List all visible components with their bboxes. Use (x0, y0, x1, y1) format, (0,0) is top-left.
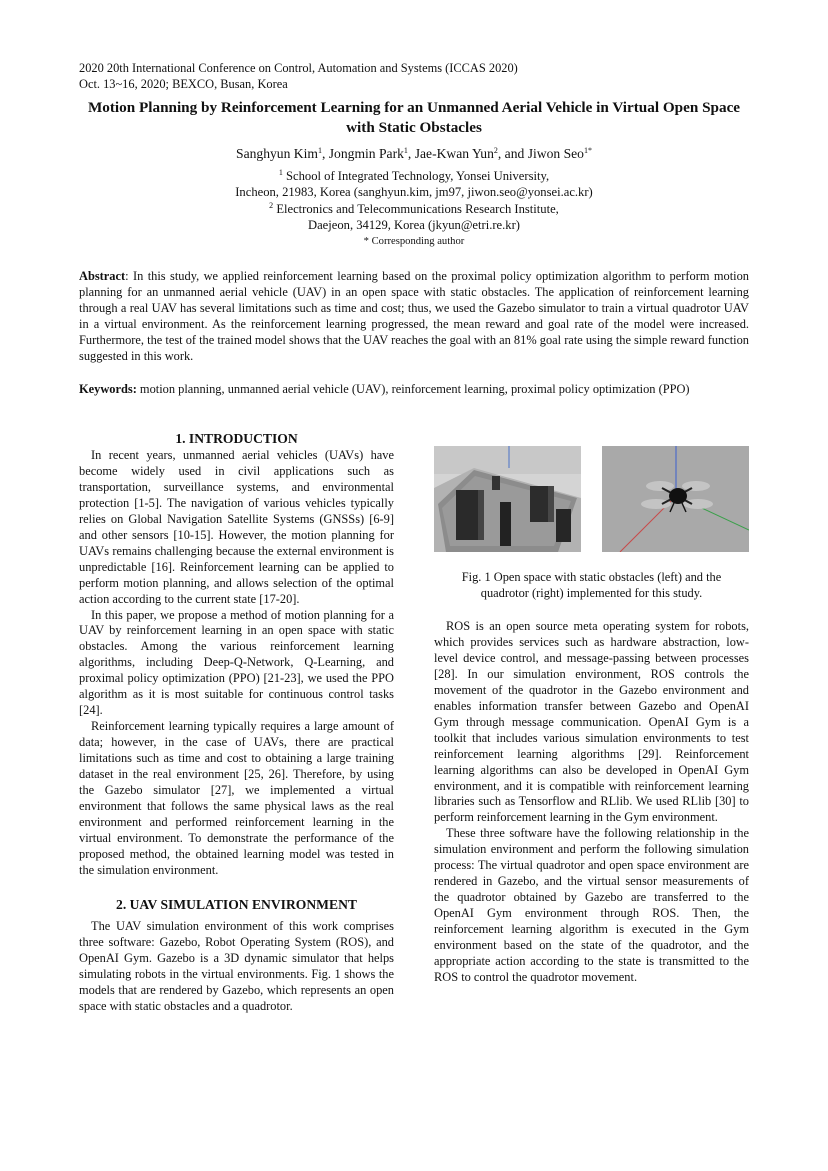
affiliation-1-line1 (79, 168, 749, 184)
paper-title: Motion Planning by Reinforcement Learning for an Unmanned Aerial Vehicle in Virtual Open Space with Static Obstacles (87, 99, 741, 136)
author-sup: 2 (493, 146, 498, 155)
affiliation-text: Electronics and Telecommunications Research Institute, (276, 201, 559, 216)
conference-name: 2020 20th International Conference on Control, Automation and Systems (ICCAS 2020) (79, 61, 518, 75)
paragraph: In recent years, unmanned aerial vehicles (UAVs) have become widely used in civil applications such as transportation, surveillance systems, and environmental protection [1-5]. The navigation of various vehicles typically relies on Global Navigation Satellite Systems (GNSSs) [6-9] and other sensors [10-15]. However, the motion planning for UAVs remains challenging because the external environment is unpredictable [16]. Reinforcement learning can be applied to perform motion planning, and allows selection of the optimal action according to the current state [17-20]. (79, 448, 394, 606)
conference-info (79, 60, 518, 92)
affiliation-2-line2: Daejeon, 34129, Korea (jkyun@etri.re.kr) (308, 218, 520, 233)
section-heading-uav-simulation: 2. UAV SIMULATION ENVIRONMENT (116, 896, 357, 912)
affiliation-1-line2: Incheon, 21983, Korea (sanghyun.kim, jm97, jiwon.seo@yonsei.ac.kr) (235, 185, 593, 200)
affiliation-text: School of Integrated Technology, Yonsei University, (286, 169, 550, 183)
quadrotor-render (602, 446, 749, 552)
affiliation-2-line1 (79, 201, 749, 217)
gazebo-open-space-image (434, 446, 581, 552)
figure-1-caption: Fig. 1 Open space with static obstacles (left) and the quadrotor (right) implemented for this study. (461, 570, 722, 600)
right-column (434, 446, 749, 986)
open-space-render (434, 446, 581, 552)
corresponding-author-note: * Corresponding author (363, 235, 465, 247)
abstract-label: Abstract (79, 269, 126, 283)
paragraph: The UAV simulation environment of this work comprises three software: Gazebo, Robot Operating System (ROS), and OpenAI Gym. Gazebo is a 3D dynamic simulator that helps simulating robots in the virtual environments. Fig. 1 shows the models that are rendered by Gazebo, which represents an open space with static obstacles and a quadrotor. (79, 918, 394, 1013)
keywords (79, 381, 749, 397)
figure-1-images (434, 446, 749, 552)
keywords-text: motion planning, unmanned aerial vehicle (UAV), reinforcement learning, proximal policy optimization (PPO) (136, 382, 690, 396)
keywords-label: Keywords: (79, 382, 137, 396)
paragraph: In this paper, we propose a method of motion planning for a UAV by reinforcement learning in an open space with static obstacles. Among the various reinforcement learning algorithms, including Deep-Q-Network, Q-Learning, and proximal policy optimization (PPO) [21-23], we used the PPO algorithm as it is most suitable for continuous control tasks [24]. (79, 607, 394, 718)
author-name: Jongmin Park (328, 146, 404, 161)
paragraph: ROS is an open source meta operating system for robots, which provides services such as hardware abstraction, low-level device control, and message-passing between processes [28]. In our simulation environment, ROS controls the movement of the quadrotor in the Gazebo environment and enables information transfer between Gazebo and OpenAI Gym through message communication. OpenAI Gym is a toolkit that includes various simulation environments to test reinforcement learning algorithms [29]. Reinforcement learning algorithms can also be developed in OpenAI Gym environment, and it is compatible with reinforcement learning libraries such as Tensorflow and RLlib. We used RLlib [30] to perform reinforcement learning in the Gym environment. (434, 619, 749, 825)
affiliation-sup: 2 (269, 200, 274, 210)
author-sup: 1* (583, 146, 592, 155)
affiliations (79, 168, 749, 250)
author-sup: 1 (403, 146, 408, 155)
author-sup: 1 (317, 146, 322, 155)
author-list: Sanghyun Kim$^1$, Jongmin Park$^1$, Jae-Kwan Yun$^2$, and Jiwon Seo$^{1*}$ (236, 146, 592, 161)
author-name: Jiwon Seo (527, 146, 584, 161)
conference-date: Oct. 13~16, 2020; BEXCO, Busan, Korea (79, 77, 288, 91)
paragraph: Reinforcement learning typically requires a large amount of data; however, in the case of UAVs, there are practical limitations such as time and cost to obtaining a large training dataset in the real environment [25, 26]. Therefore, by using the Gazebo simulator [27], we implemented a virtual environment that follows the same physical laws as the real environment and performed reinforcement learning in the virtual environment. To demonstrate the performance of the proposed method, the obtained learning model was tested in the simulation environment. (79, 719, 394, 877)
left-column (79, 430, 394, 1014)
paragraph: These three software have the following relationship in the simulation environment and perform the following simulation process: The virtual quadrotor and open space environment are rendered in Gazebo, and the virtual sensor measurements of the quadrotor obtained by Gazebo are transferred to the OpenAI Gym environment through ROS. Then, the reinforcement learning algorithm is executed in the Gym environment based on the state of the quadrotor, and the appropriate action according to the state is transmitted to the ROS to control the quadrotor movement. (434, 826, 749, 984)
abstract-text: : In this study, we applied reinforcement learning based on the proximal policy optimization algorithm to perform motion planning for an unmanned aerial vehicle (UAV) in an open space with static obstacles. The application of reinforcement learning through a real UAV has several limitations such as time and cost; thus, we used the Gazebo simulator to train a virtual quadrotor UAV in a virtual environment. As the reinforcement learning progressed, the mean reward and goal rate of the model were increased. Furthermore, the test of the trained model shows that the UAV reaches the goal with an 81% goal rate using the simple reward function suggested in this work. (79, 269, 749, 364)
author-name: Sanghyun Kim (236, 146, 318, 161)
gazebo-quadrotor-image (602, 446, 749, 552)
abstract (79, 268, 749, 365)
affiliation-sup: 1 (278, 168, 283, 177)
author-name: Jae-Kwan Yun (414, 146, 494, 161)
section-heading-introduction: 1. INTRODUCTION (175, 431, 298, 446)
